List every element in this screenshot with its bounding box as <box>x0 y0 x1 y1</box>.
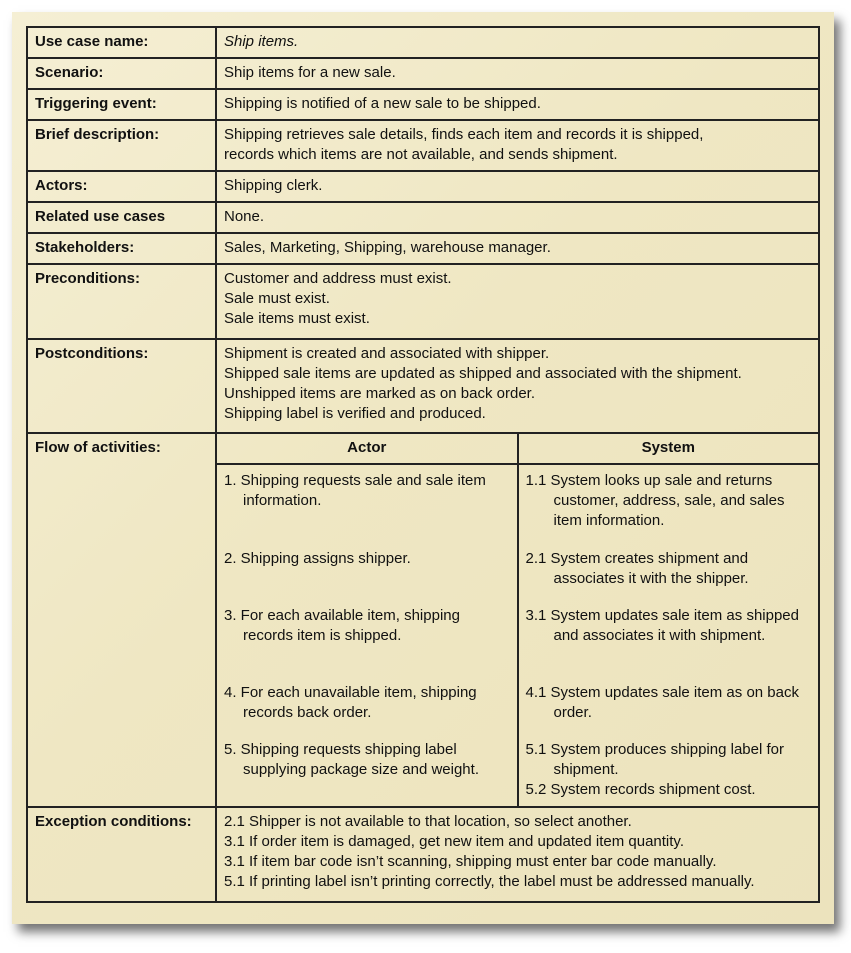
row-label: Scenario: <box>27 58 216 89</box>
system-step: 1.1 System looks up sale and returns customer, address, sale, and sales item information. <box>525 472 785 529</box>
value-line: Unshipped items are marked as on back order. <box>224 385 535 402</box>
row-label: Related use cases <box>27 202 216 233</box>
row-value: Shipping clerk. <box>216 171 819 202</box>
value-line: Shipping label is verified and produced. <box>224 405 486 422</box>
flow-table <box>217 434 818 806</box>
actor-steps <box>217 464 518 806</box>
row-value: Sales, Marketing, Shipping, warehouse manager. <box>216 233 819 264</box>
row-label: Preconditions: <box>27 264 216 339</box>
actor-column-header: Actor <box>217 434 518 464</box>
row-related-use-cases <box>27 202 819 233</box>
exception-line: 2.1 Shipper is not available to that location, so select another. <box>224 813 632 830</box>
row-label: Postconditions: <box>27 339 216 433</box>
flow-of-activities <box>216 433 819 807</box>
row-value <box>216 120 819 171</box>
system-step: 3.1 System updates sale item as shipped and associates it with shipment. <box>525 607 799 644</box>
row-label: Use case name: <box>27 27 216 58</box>
actor-step: 5. Shipping requests shipping label supplying package size and weight. <box>224 741 479 778</box>
row-label: Brief description: <box>27 120 216 171</box>
value-line: Customer and address must exist. <box>224 270 452 287</box>
system-column-header: System <box>518 434 819 464</box>
row-value: None. <box>216 202 819 233</box>
row-exception-conditions <box>27 807 819 902</box>
value-line: Shipping retrieves sale details, finds each item and records it is shipped, <box>224 126 704 143</box>
row-preconditions <box>27 264 819 339</box>
system-step: 5.1 System produces shipping label for shipment. <box>525 741 784 778</box>
row-label: Actors: <box>27 171 216 202</box>
row-triggering-event <box>27 89 819 120</box>
actor-step: 1. Shipping requests sale and sale item information. <box>224 472 486 509</box>
actor-step: 4. For each unavailable item, shipping records back order. <box>224 684 477 721</box>
value-line: Sale must exist. <box>224 290 330 307</box>
value-line: Sale items must exist. <box>224 310 370 327</box>
system-step: 2.1 System creates shipment and associates it with the shipper. <box>525 550 749 587</box>
actor-step: 3. For each available item, shipping records item is shipped. <box>224 607 460 644</box>
row-label: Triggering event: <box>27 89 216 120</box>
row-label: Exception conditions: <box>27 807 216 902</box>
row-value: Ship items for a new sale. <box>216 58 819 89</box>
row-value <box>216 807 819 902</box>
use-case-card <box>12 12 834 924</box>
row-use-case-name <box>27 27 819 58</box>
value-line: Shipment is created and associated with shipper. <box>224 345 550 362</box>
system-step: 5.2 System records shipment cost. <box>525 781 756 798</box>
value-line: Shipped sale items are updated as shipped and associated with the shipment. <box>224 365 742 382</box>
row-value <box>216 264 819 339</box>
row-stakeholders <box>27 233 819 264</box>
row-scenario <box>27 58 819 89</box>
row-label: Stakeholders: <box>27 233 216 264</box>
row-value: Shipping is notified of a new sale to be shipped. <box>216 89 819 120</box>
row-brief-description <box>27 120 819 171</box>
system-steps <box>518 464 819 806</box>
use-case-table <box>26 26 820 903</box>
row-label: Flow of activities: <box>27 433 216 807</box>
row-flow-of-activities <box>27 433 819 807</box>
row-postconditions <box>27 339 819 433</box>
exception-line: 5.1 If printing label isn’t printing correctly, the label must be addressed manually. <box>224 873 755 890</box>
value-line: records which items are not available, and sends shipment. <box>224 146 618 163</box>
row-value <box>216 339 819 433</box>
flow-steps <box>217 464 818 806</box>
actor-step: 2. Shipping assigns shipper. <box>224 550 411 567</box>
exception-line: 3.1 If item bar code isn’t scanning, shipping must enter bar code manually. <box>224 853 717 870</box>
row-value: Ship items. <box>216 27 819 58</box>
row-actors <box>27 171 819 202</box>
system-step: 4.1 System updates sale item as on back order. <box>525 684 799 721</box>
exception-line: 3.1 If order item is damaged, get new item and updated item quantity. <box>224 833 684 850</box>
